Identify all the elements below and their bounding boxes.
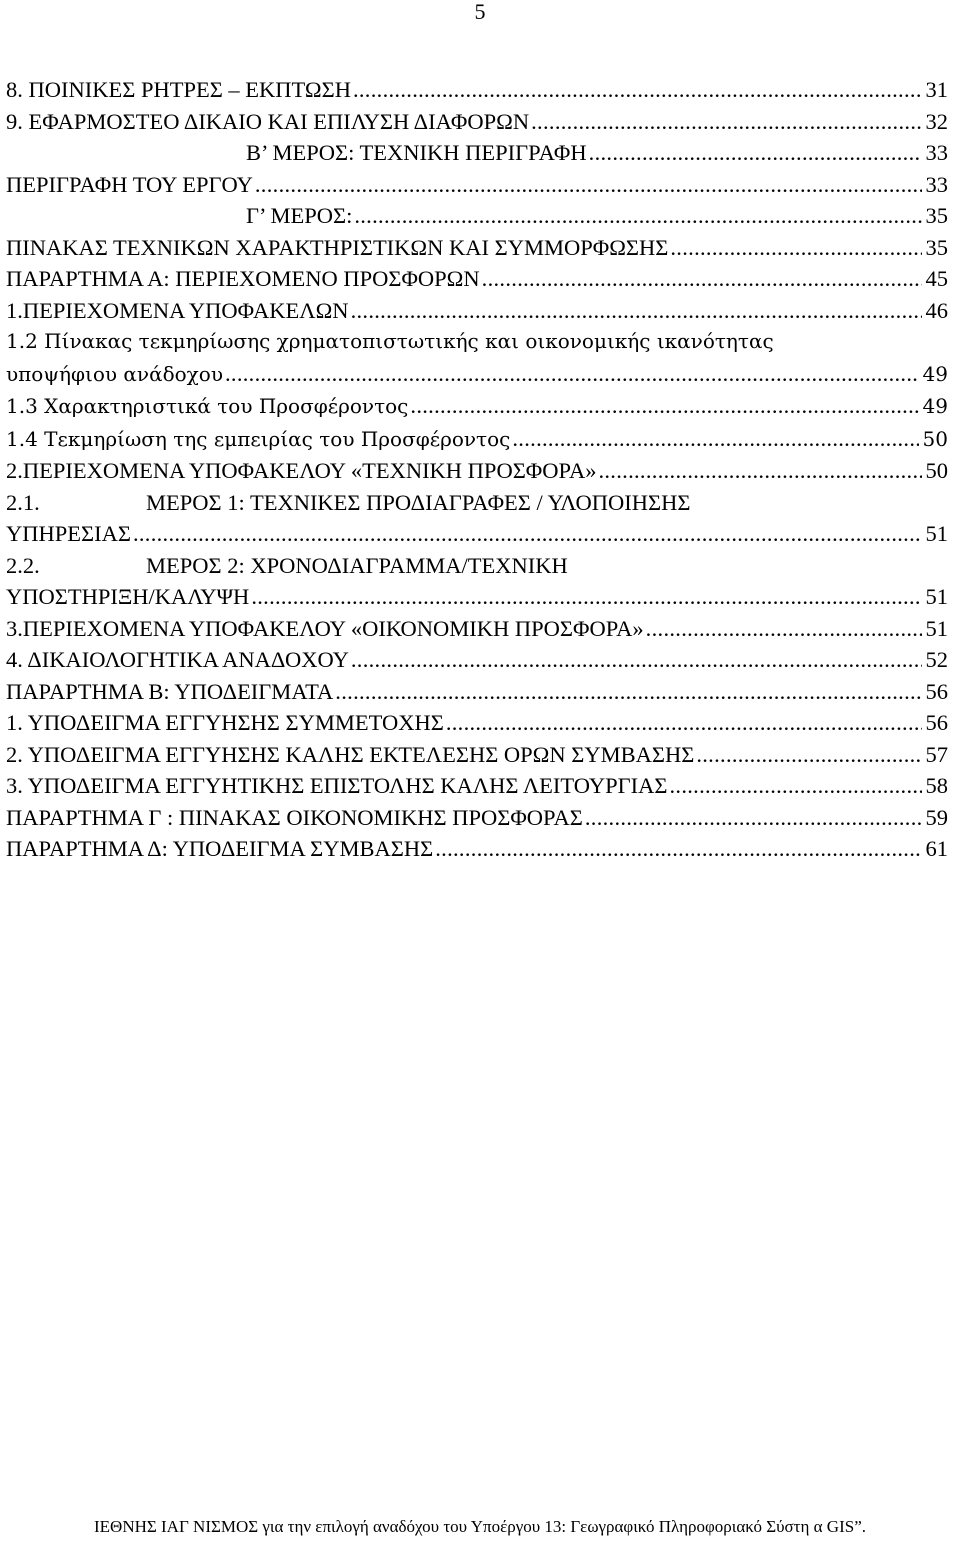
- toc-entry-label: 1.4 Τεκμηρίωση της εμπειρίας του Προσφέροντος: [6, 426, 511, 451]
- toc-entry[interactable]: [6, 644, 948, 676]
- toc-leader-dots: [589, 137, 922, 169]
- toc-entry-number: 2.1.: [6, 489, 40, 515]
- page-number: 5: [474, 0, 486, 24]
- toc-entry[interactable]: [6, 423, 948, 456]
- toc-entry[interactable]: [6, 455, 948, 487]
- toc-entry[interactable]: [6, 295, 948, 327]
- table-of-contents: [6, 74, 948, 865]
- toc-entry-label: 3. ΥΠΟΔΕΙΓΜΑ ΕΓΓΥΗΤΙΚΗΣ ΕΠΙΣΤΟΛΗΣ ΚΑΛΗΣ ΛΕΙΤΟΥΡΓΙΑΣ: [6, 773, 668, 798]
- toc-entry-label: ΠΑΡΑΡΤΗΜΑ Γ : ΠΙΝΑΚΑΣ ΟΙΚΟΝΟΜΙΚΗΣ ΠΡΟΣΦΟΡΑΣ: [6, 804, 583, 830]
- toc-leader-dots: [133, 518, 922, 550]
- toc-entry-page: 35: [925, 203, 948, 228]
- toc-entry-label: 2.ΠΕΡΙΕΧΟΜΕΝΑ ΥΠΟΦΑΚΕΛΟΥ «ΤΕΧΝΙΚΗ ΠΡΟΣΦΟΡΑ»: [6, 458, 597, 483]
- toc-entry[interactable]: [6, 739, 948, 771]
- toc-entry-page: 57: [925, 741, 948, 767]
- toc-entry-page: 49: [922, 394, 948, 418]
- toc-leader-dots: [670, 232, 921, 264]
- toc-entry-first-line[interactable]: [6, 487, 948, 519]
- toc-entry-page: 46: [925, 297, 948, 323]
- toc-leader-dots: [251, 581, 921, 613]
- toc-entry[interactable]: [6, 707, 948, 739]
- toc-leader-dots: [696, 739, 921, 771]
- toc-entry[interactable]: [6, 169, 948, 201]
- toc-entry-first-line[interactable]: [6, 550, 948, 582]
- toc-entry[interactable]: [6, 770, 948, 802]
- toc-entry-first-line[interactable]: [6, 326, 948, 358]
- toc-leader-dots: [531, 106, 921, 138]
- toc-entry-label: ΜΕΡΟΣ 2: ΧΡΟΝΟΔΙΑΓΡΑΜΜΑ/ΤΕΧΝΙΚΗ: [146, 552, 568, 578]
- toc-entry-label: ΥΠΗΡΕΣΙΑΣ: [6, 521, 131, 546]
- toc-entry[interactable]: [6, 232, 948, 264]
- toc-entry-label: 3.ΠΕΡΙΕΧΟΜΕΝΑ ΥΠΟΦΑΚΕΛΟΥ «ΟΙΚΟΝΟΜΙΚΗ ΠΡΟΣΦΟΡΑ»: [6, 615, 644, 641]
- toc-entry-label: 4. ΔΙΚΑΙΟΛΟΓΗΤΙΚΑ ΑΝΑΔΟΧΟΥ: [6, 647, 349, 672]
- toc-entry-page: 56: [925, 710, 948, 735]
- toc-leader-dots: [646, 613, 922, 645]
- toc-leader-dots: [410, 390, 918, 422]
- toc-leader-dots: [255, 169, 922, 201]
- toc-entry-label: ΠΙΝΑΚΑΣ ΤΕΧΝΙΚΩΝ ΧΑΡΑΚΤΗΡΙΣΤΙΚΩΝ ΚΑΙ ΣΥΜΜΟΡΦΩΣΗΣ: [6, 234, 669, 260]
- toc-leader-dots: [435, 833, 921, 865]
- toc-entry[interactable]: [6, 581, 948, 613]
- toc-entry-page: 33: [925, 140, 948, 165]
- toc-entry-label: ΠΑΡΑΡΤΗΜΑ Β: ΥΠΟΔΕΙΓΜΑΤΑ: [6, 678, 334, 704]
- toc-entry-label: 1.2 Πίνακας τεκμηρίωσης χρηματοπιστωτικής και οικονομικής ικανότητας: [6, 329, 774, 353]
- toc-entry-label: 1.ΠΕΡΙΕΧΟΜΕΝΑ ΥΠΟΦΑΚΕΛΩΝ: [6, 297, 349, 323]
- toc-entry[interactable]: [6, 833, 948, 865]
- toc-entry-page: 50: [925, 458, 948, 483]
- toc-entry-label: 2. ΥΠΟΔΕΙΓΜΑ ΕΓΓΥΗΣΗΣ ΚΑΛΗΣ ΕΚΤΕΛΕΣΗΣ ΟΡΩΝ ΣΥΜΒΑΣΗΣ: [6, 741, 695, 767]
- toc-entry-label: Β’ ΜΕΡΟΣ: ΤΕΧΝΙΚΗ ΠΕΡΙΓΡΑΦΗ: [246, 140, 587, 165]
- toc-entry-page: 32: [925, 108, 948, 134]
- toc-entry[interactable]: [6, 137, 948, 169]
- toc-leader-dots: [351, 644, 922, 676]
- toc-leader-dots: [585, 802, 922, 834]
- toc-entry-page: 35: [925, 234, 948, 260]
- toc-leader-dots: [482, 263, 922, 295]
- toc-entry[interactable]: [6, 263, 948, 295]
- toc-entry-page: 33: [925, 171, 948, 197]
- toc-entry[interactable]: [6, 106, 948, 138]
- toc-entry-label: 9. ΕΦΑΡΜΟΣΤΕΟ ΔΙΚΑΙΟ ΚΑΙ ΕΠΙΛΥΣΗ ΔΙΑΦΟΡΩΝ: [6, 108, 530, 134]
- toc-entry-page: 59: [925, 804, 948, 830]
- toc-entry-page: 51: [925, 615, 948, 641]
- toc-entry-label: 1.3 Χαρακτηριστικά του Προσφέροντος: [6, 394, 409, 418]
- toc-entry[interactable]: [6, 358, 948, 391]
- toc-entry-label: ΠΕΡΙΓΡΑΦΗ ΤΟΥ ΕΡΓΟΥ: [6, 171, 253, 197]
- toc-entry-page: 58: [925, 773, 948, 798]
- toc-entry-label: υποψήφιου ανάδοχου: [6, 361, 223, 386]
- toc-entry[interactable]: [6, 200, 948, 232]
- toc-leader-dots: [598, 455, 921, 487]
- toc-leader-dots: [512, 423, 918, 455]
- toc-entry-page: 61: [925, 836, 948, 861]
- toc-entry-label: ΠΑΡΑΡΤΗΜΑ Α: ΠΕΡΙΕΧΟΜΕΝΟ ΠΡΟΣΦΟΡΩΝ: [6, 266, 480, 291]
- toc-leader-dots: [225, 358, 919, 390]
- toc-entry[interactable]: [6, 518, 948, 550]
- toc-leader-dots: [335, 676, 921, 708]
- toc-entry-page: 45: [925, 266, 948, 291]
- toc-entry[interactable]: [6, 676, 948, 708]
- toc-leader-dots: [353, 74, 922, 106]
- toc-entry[interactable]: [6, 802, 948, 834]
- toc-entry-page: 52: [925, 647, 948, 672]
- toc-entry-number: 2.2.: [6, 552, 40, 578]
- toc-entry-label: ΜΕΡΟΣ 1: ΤΕΧΝΙΚΕΣ ΠΡΟΔΙΑΓΡΑΦΕΣ / ΥΛΟΠΟΙΗΣΗΣ: [146, 489, 691, 515]
- toc-leader-dots: [354, 200, 921, 232]
- toc-entry[interactable]: [6, 390, 948, 423]
- toc-entry-label: ΥΠΟΣΤΗΡΙΞΗ/ΚΑΛΥΨΗ: [6, 584, 250, 609]
- toc-entry-page: 50: [922, 426, 948, 451]
- toc-entry[interactable]: [6, 74, 948, 106]
- toc-entry-label: 8. ΠΟΙΝΙΚΕΣ ΡΗΤΡΕΣ – ΕΚΠΤΩΣΗ: [6, 77, 351, 102]
- page-footer: ΙΕΘΝΗΣ ΙΑΓ ΝΙΣΜΟΣ για την επιλογή αναδόχου του Υποέργου 13: Γεωγραφικό Πληροφοριακό Σύστη α GIS”.: [94, 1517, 866, 1536]
- toc-entry-page: 51: [925, 584, 948, 609]
- toc-leader-dots: [669, 770, 921, 802]
- toc-entry-page: 51: [925, 521, 948, 546]
- toc-entry-page: 56: [925, 678, 948, 704]
- toc-leader-dots: [351, 295, 922, 327]
- toc-leader-dots: [446, 707, 922, 739]
- toc-entry-label: Γ’ ΜΕΡΟΣ:: [246, 203, 353, 228]
- toc-entry-page: 31: [925, 77, 948, 102]
- toc-entry[interactable]: [6, 613, 948, 645]
- toc-entry-page: 49: [922, 361, 948, 386]
- toc-entry-label: ΠΑΡΑΡΤΗΜΑ Δ: ΥΠΟΔΕΙΓΜΑ ΣΥΜΒΑΣΗΣ: [6, 836, 434, 861]
- toc-entry-label: 1. ΥΠΟΔΕΙΓΜΑ ΕΓΓΥΗΣΗΣ ΣΥΜΜΕΤΟΧΗΣ: [6, 710, 444, 735]
